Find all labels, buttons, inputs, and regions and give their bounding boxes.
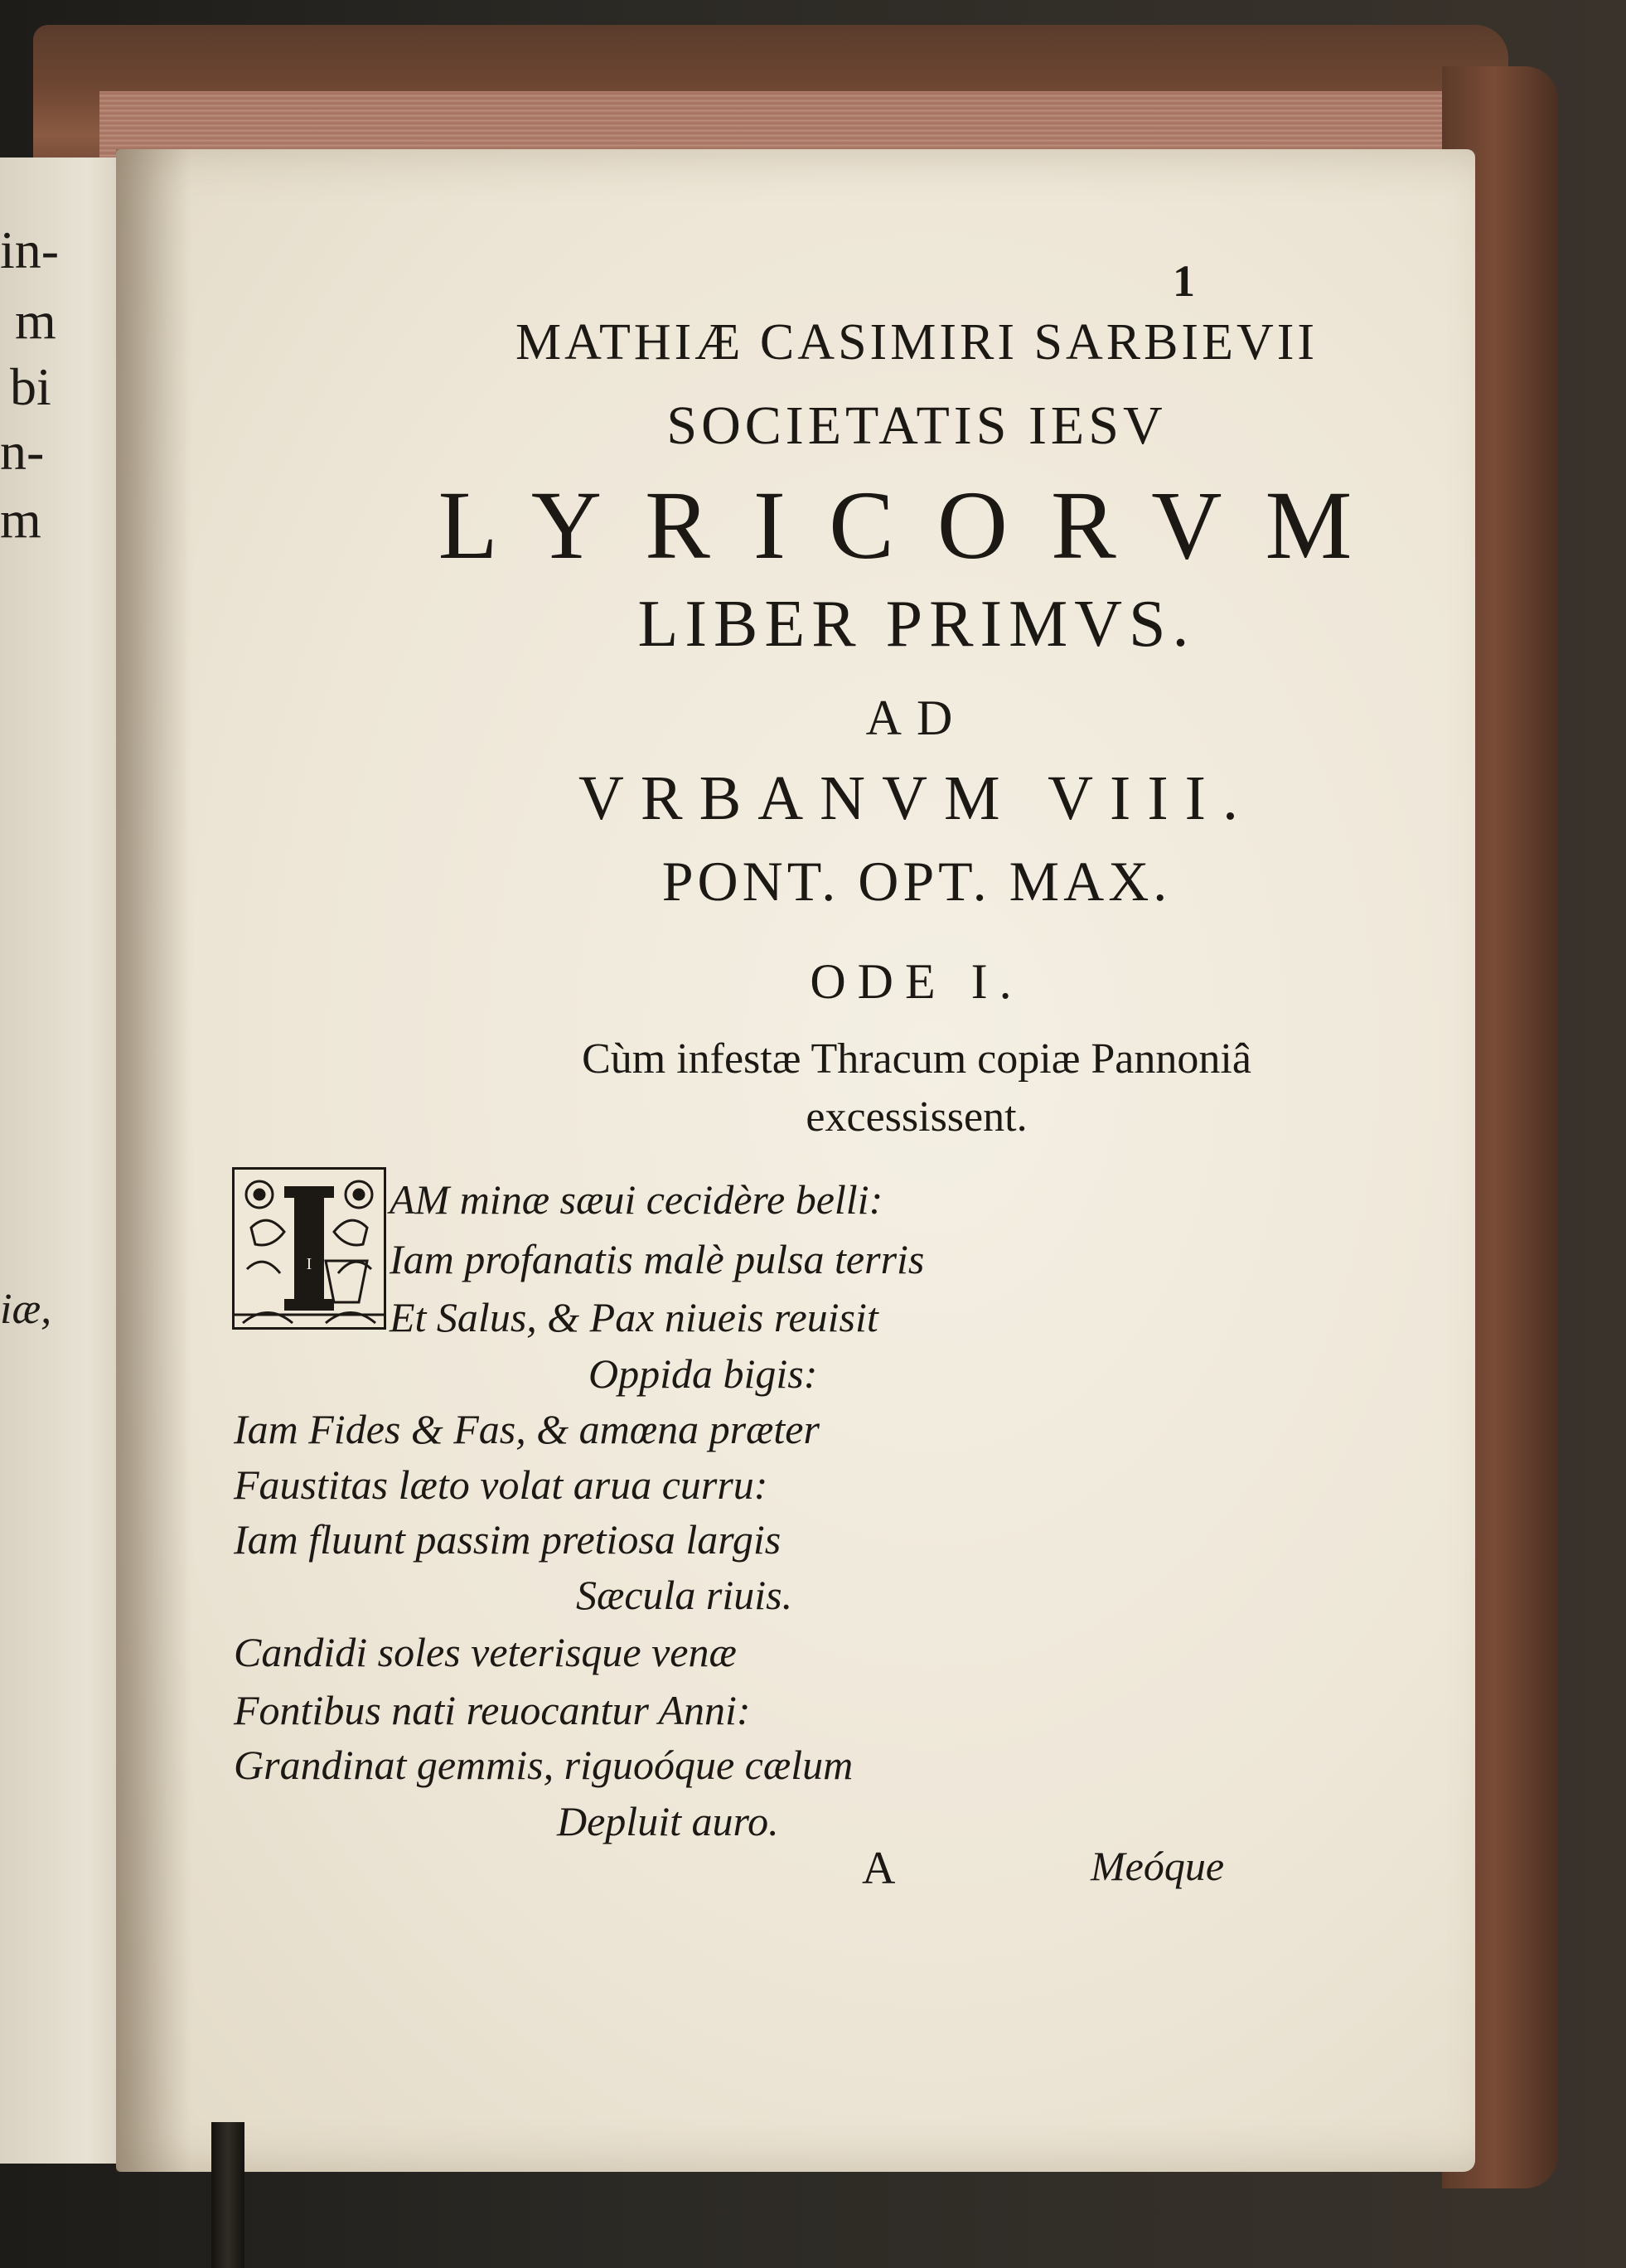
left-page-fragment: n-: [0, 422, 45, 481]
dedicatee-title: PONT. OPT. MAX.: [661, 850, 1172, 913]
verse-line: Oppida bigis:: [588, 1350, 818, 1397]
page-number: 1: [1173, 256, 1195, 306]
book-number: LIBER PRIMVS.: [637, 588, 1196, 661]
argument-line-2: excessissent.: [806, 1093, 1028, 1141]
left-page-fragment: iæ,: [0, 1286, 52, 1333]
left-page-fragment: m: [0, 490, 41, 549]
verse-line: Iam Fides & Fas, & amœna præter: [234, 1406, 820, 1452]
verse-line: Fontibus nati reuocantur Anni:: [234, 1687, 751, 1733]
society-line: SOCIETATIS IESV: [666, 395, 1167, 456]
left-page-fragment: bi: [10, 357, 51, 416]
decorated-initial: [232, 1167, 386, 1330]
verse-line: Grandinat gemmis, riguoóque cælum: [234, 1742, 854, 1788]
verse-line: Iam fluunt passim pretiosa largis: [234, 1516, 782, 1563]
verse-line: Faustitas læto volat arua curru:: [234, 1461, 768, 1508]
verse-line: Depluit auro.: [557, 1798, 779, 1844]
verse-line: AM minæ sæui cecidère belli:: [390, 1176, 883, 1223]
bookmark-ribbon: [211, 2122, 244, 2268]
author-line: MATHIÆ CASIMIRI SARBIEVII: [515, 314, 1319, 371]
signature-mark: A: [862, 1843, 896, 1894]
svg-text:I: I: [306, 1255, 312, 1273]
left-page-fragment: in-: [0, 220, 60, 279]
dedicatee: VRBANVM VIII.: [578, 763, 1255, 833]
verse-line: Et Salus, & Pax niueis reuisit: [390, 1294, 878, 1340]
ode-title: ODE I.: [810, 954, 1024, 1009]
left-page-fragment: m: [15, 291, 56, 350]
argument-line-1: Cùm infestæ Thracum copiæ Pannoniâ: [582, 1035, 1251, 1083]
book-title: LYRICORVM: [438, 471, 1396, 579]
dedication-ad: AD: [865, 691, 968, 745]
catchword: Meóque: [1091, 1843, 1225, 1889]
decorated-initial-ornament: [235, 1170, 384, 1327]
verse-line: Iam profanatis malè pulsa terris: [390, 1236, 925, 1282]
verse-line: Sæcula riuis.: [576, 1572, 793, 1618]
verse-line: Candidi soles veterisque venæ: [234, 1629, 737, 1675]
